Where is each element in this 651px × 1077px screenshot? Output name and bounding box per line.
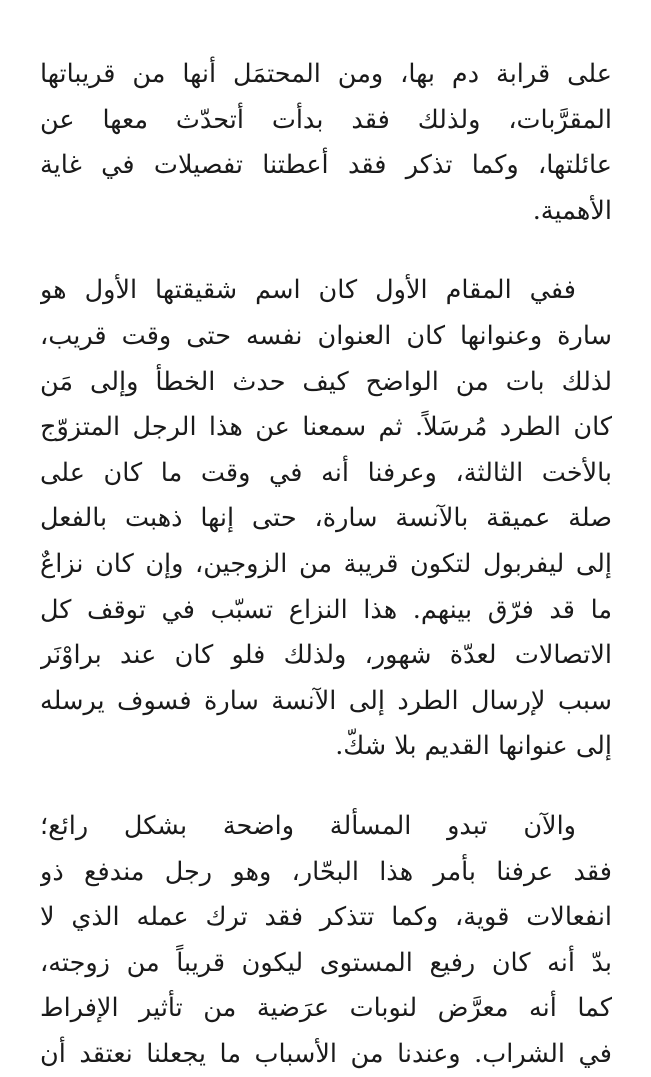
text-line: إلى ليفربول لتكون قريبة من الزوجين، وإن كان نزاعٌ — [40, 548, 612, 579]
text-line: كان الطرد مُرسَلاً. ثم سمعنا عن هذا الرجل المتزوّج — [40, 412, 612, 443]
paragraph-gap — [40, 770, 612, 804]
text-line: لذلك بات من الواضح كيف حدث الخطأ وإلى مَن — [40, 366, 612, 397]
text-line: إلى عنوانها القديم بلا شكّ. — [335, 731, 612, 762]
text-line: بدّ أنه كان رفيع المستوى ليكون قريباً من زوجته، — [40, 947, 612, 978]
text-line: ففي المقام الأول كان اسم شقيقتها الأول هو — [40, 275, 576, 306]
text-line: سبب لإرسال الطرد إلى الآنسة سارة فسوف يرسله — [40, 685, 612, 716]
paragraph-gap — [40, 234, 612, 268]
text-line: كما أنه معرَّض لنوبات عرَضية من تأثير الإفراط — [40, 993, 612, 1024]
text-line: انفعالات قوية، وكما تتذكر فقد ترك عمله الذي لا — [40, 902, 612, 933]
book-page-text — [40, 52, 612, 1077]
paragraph-3 — [40, 804, 612, 1077]
text-line: بالأخت الثالثة، وعرفنا أنه في وقت ما كان على — [40, 457, 612, 488]
text-line: عائلتها، وكما تذكر فقد أعطتنا تفصيلات في غاية — [40, 150, 612, 181]
text-line: المقرَّبات، ولذلك فقد بدأت أتحدّث معها عن — [40, 104, 612, 135]
text-line: الاتصالات لعدّة شهور، ولذلك فلو كان عند براوْنَر — [40, 640, 612, 671]
paragraph-2 — [40, 268, 612, 770]
text-line: ما قد فرّق بينهم. هذا النزاع تسبّب في توقف كل — [40, 594, 612, 625]
text-line: على قرابة دم بها، ومن المحتمَل أنها من قريباتها — [40, 59, 612, 89]
text-line: فقد عرفنا بأمر هذا البحّار، وهو رجل مندفع ذو — [40, 856, 612, 887]
text-line: سارة وعنوانها كان العنوان نفسه حتى وقت قريب، — [40, 320, 612, 351]
text-line: والآن تبدو المسألة واضحة بشكل رائع؛ — [40, 810, 576, 841]
text-line: الأهمية. — [532, 195, 612, 226]
text-line: صلة عميقة بالآنسة سارة، حتى إنها ذهبت بالفعل — [40, 503, 612, 534]
paragraph-1 — [40, 52, 612, 234]
text-line: في الشراب. وعندنا من الأسباب ما يجعلنا نعتقد أن — [40, 1038, 612, 1069]
